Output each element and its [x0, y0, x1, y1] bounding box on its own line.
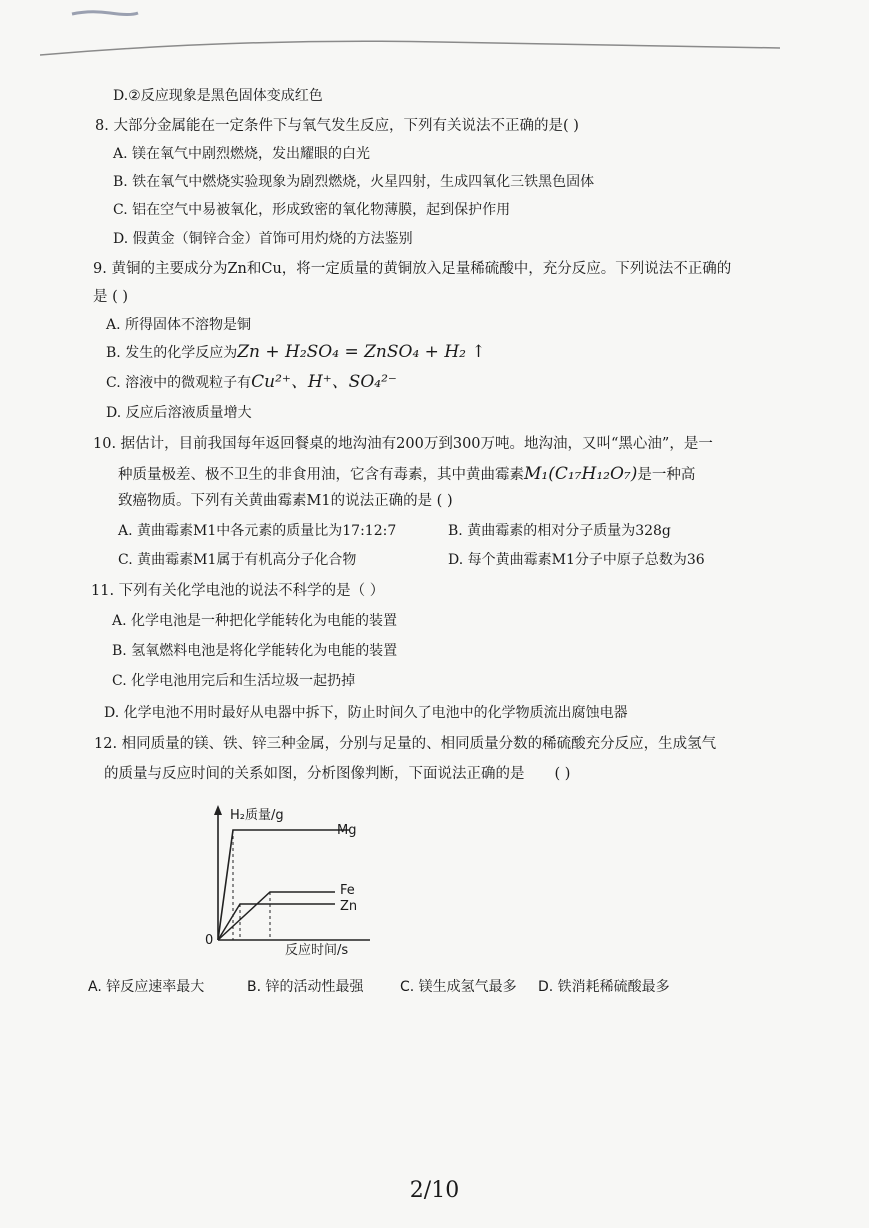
- mg-curve: [218, 830, 350, 940]
- zn-curve: [218, 904, 335, 940]
- q10-stem-line1: 10. 据估计，目前我国每年返回餐桌的地沟油有200万到300万吨。地沟油，又叫“黑心油”，是一: [93, 436, 713, 452]
- q8-option-c: C. 铝在空气中易被氧化，形成致密的氧化物薄膜，起到保护作用: [113, 202, 511, 218]
- graph-y-label: H₂质量/g: [230, 808, 284, 823]
- q10-stem-line2-text: 种质量极差、极不卫生的非食用油，它含有毒素，其中黄曲霉素: [118, 467, 524, 483]
- q8-option-b: B. 铁在氧气中燃烧实验现象为剧烈燃烧，火星四射，生成四氧化三铁黑色固体: [113, 174, 595, 190]
- q9-option-b: [106, 342, 486, 363]
- graph-label-mg: Mg: [337, 823, 357, 838]
- q9-option-c-label: C. 溶液中的微观粒子有: [106, 375, 252, 391]
- q11-stem: 11. 下列有关化学电池的说法不科学的是（ ）: [91, 583, 385, 599]
- q11-option-a: A. 化学电池是一种把化学能转化为电能的装置: [112, 613, 398, 629]
- graph-origin-label: 0: [205, 933, 214, 948]
- q10-option-c: C. 黄曲霉素M1属于有机高分子化合物: [118, 552, 357, 568]
- scan-artifact-mark: [70, 8, 140, 18]
- q12-option-c: C. 镁生成氢气最多: [400, 979, 517, 995]
- q10-stem-line2: [118, 464, 695, 485]
- graph-label-zn: Zn: [340, 899, 358, 914]
- q12-stem-line2: [104, 764, 570, 784]
- q12-stem-line2-text: 的质量与反应时间的关系如图，分析图像判断，下面说法正确的是: [104, 766, 525, 782]
- scan-artifact-line: [40, 30, 780, 60]
- fe-curve: [218, 892, 335, 940]
- y-axis-arrow: [214, 805, 222, 815]
- q12-option-a: A. 锌反应速率最大: [88, 979, 205, 995]
- q11-option-c: C. 化学电池用完后和生活垃圾一起扔掉: [112, 673, 356, 689]
- q12-answer-bracket: ( ): [554, 766, 571, 782]
- q9-option-c: [106, 372, 397, 393]
- graph-label-fe: Fe: [340, 883, 355, 898]
- q10-option-b: B. 黄曲霉素的相对分子质量为328g: [448, 523, 671, 539]
- page-number: 2/10: [409, 1178, 460, 1203]
- q12-option-d: D. 铁消耗稀硫酸最多: [538, 979, 670, 995]
- q9-option-d: D. 反应后溶液质量增大: [106, 405, 252, 421]
- q11-option-b: B. 氢氧燃料电池是将化学能转化为电能的装置: [112, 643, 398, 659]
- q12-option-b: B. 锌的活动性最强: [247, 979, 364, 995]
- q9-stem-line2: 是 ( ): [93, 289, 129, 305]
- q12-stem-line1: 12. 相同质量的镁、铁、锌三种金属，分别与足量的、相同质量分数的稀硫酸充分反应，生成氢气: [94, 736, 717, 752]
- q10-stem-line2-tail: 是一种高: [637, 467, 696, 483]
- q7-option-d: D.②反应现象是黑色固体变成红色: [113, 88, 323, 104]
- q9-stem-line1: 9. 黄铜的主要成分为Zn和Cu，将一定质量的黄铜放入足量稀硫酸中，充分反应。下列说法不正确的: [93, 261, 732, 277]
- q10-formula: M₁(C₁₇H₁₂O₇): [524, 464, 638, 484]
- q10-option-a: A. 黄曲霉素M1中各元素的质量比为17:12:7: [118, 523, 397, 539]
- q9-option-a: A. 所得固体不溶物是铜: [106, 317, 252, 333]
- q9-option-b-label: B. 发生的化学反应为: [106, 345, 238, 361]
- q9-option-b-equation: Zn + H₂SO₄ = ZnSO₄ + H₂ ↑: [237, 342, 486, 362]
- q8-option-a: A. 镁在氧气中剧烈燃烧，发出耀眼的白光: [113, 146, 371, 162]
- q8-stem: 8. 大部分金属能在一定条件下与氧气发生反应，下列有关说法不正确的是( ): [95, 118, 579, 134]
- q10-stem-line3: 致癌物质。下列有关黄曲霉素M1的说法正确的是 ( ): [118, 493, 453, 509]
- q10-option-d: D. 每个黄曲霉素M1分子中原子总数为36: [448, 552, 705, 568]
- q11-option-d: D. 化学电池不用时最好从电器中拆下，防止时间久了电池中的化学物质流出腐蚀电器: [104, 705, 628, 721]
- q8-option-d: D. 假黄金（铜锌合金）首饰可用灼烧的方法鉴别: [113, 231, 413, 247]
- q9-option-c-particles: Cu²⁺、H⁺、SO₄²⁻: [251, 372, 397, 392]
- graph-x-label: 反应时间/s: [285, 943, 349, 958]
